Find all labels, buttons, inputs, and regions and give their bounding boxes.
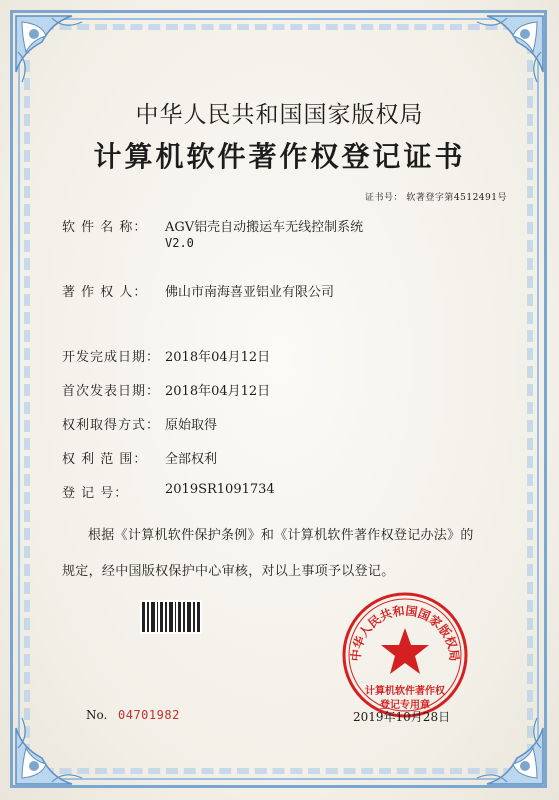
cert-no-value: 软著登字第4512491号	[406, 193, 507, 203]
field-value-software-name: AGV铝壳自动搬运车无线控制系统	[165, 220, 364, 235]
corner-ornament-icon	[461, 702, 547, 788]
field-label-acquisition-method: 权利取得方式：	[62, 418, 161, 433]
field-label-rights-scope: 权 利 范 围：	[62, 452, 148, 467]
cert-no-label: 证书号：	[365, 193, 404, 203]
field-value-publish-date: 2018年04月12日	[165, 384, 271, 399]
legal-paragraph-line2: 规定，经中国版权保护中心审核，对以上事项予以登记。	[62, 564, 395, 579]
certificate-number	[365, 190, 507, 203]
field-value-acquisition-method: 原始取得	[165, 418, 218, 433]
seal-text-line1: 计算机软件著作权	[365, 686, 445, 697]
corner-ornament-icon	[461, 12, 547, 98]
field-label-software-name: 软 件 名 称：	[62, 220, 148, 235]
seal-ring-text: 中华人民共和国国家版权局	[348, 603, 462, 662]
seal-text-line2: 登记专用章	[380, 700, 430, 711]
field-label-publish-date: 首次发表日期：	[62, 384, 161, 399]
serial-number-label: No.	[86, 708, 108, 722]
issue-date: 2019年10月28日	[353, 710, 451, 724]
field-value-rights-scope: 全部权利	[165, 452, 218, 467]
field-value-completion-date: 2018年04月12日	[165, 350, 271, 365]
legal-paragraph-line1: 根据《计算机软件保护条例》和《计算机软件著作权登记办法》的	[88, 528, 474, 543]
field-value-copyright-owner: 佛山市南海喜亚铝业有限公司	[165, 285, 335, 300]
corner-ornament-icon	[12, 12, 98, 98]
field-value-registration-number: 2019SR1091734	[165, 482, 275, 497]
field-label-registration-number: 登 记 号：	[62, 486, 129, 501]
issuing-authority: 中华人民共和国国家版权局	[135, 102, 424, 128]
certificate-title: 计算机软件著作权登记证书	[93, 140, 466, 173]
serial-number-value: 04701982	[118, 708, 180, 722]
barcode-icon	[140, 600, 202, 634]
field-label-completion-date: 开发完成日期：	[62, 350, 161, 365]
field-label-copyright-owner: 著 作 权 人：	[62, 285, 148, 300]
field-value-software-version: V2.0	[165, 236, 194, 250]
